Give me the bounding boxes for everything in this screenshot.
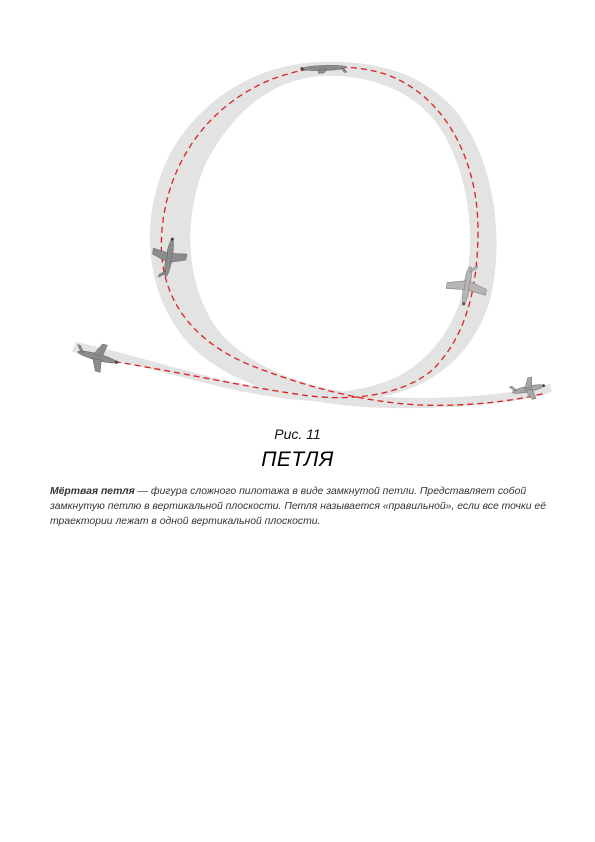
definition-paragraph: [50, 484, 560, 529]
definition-term: Мёртвая петля: [50, 486, 135, 497]
definition-text: — фигура сложного пилотажа в виде замкнутой петли. Представляет собой замкнутую петлю в вертикальной плоскости. Петля называется «правильной», если все точки её траектории лежат в одной вертикальной плоскости.: [50, 486, 546, 527]
trail-ribbon: [72, 62, 552, 408]
loop-illustration: [0, 0, 595, 420]
figure-caption: Рис. 11: [274, 426, 321, 442]
figure-title: ПЕТЛЯ: [261, 448, 334, 471]
